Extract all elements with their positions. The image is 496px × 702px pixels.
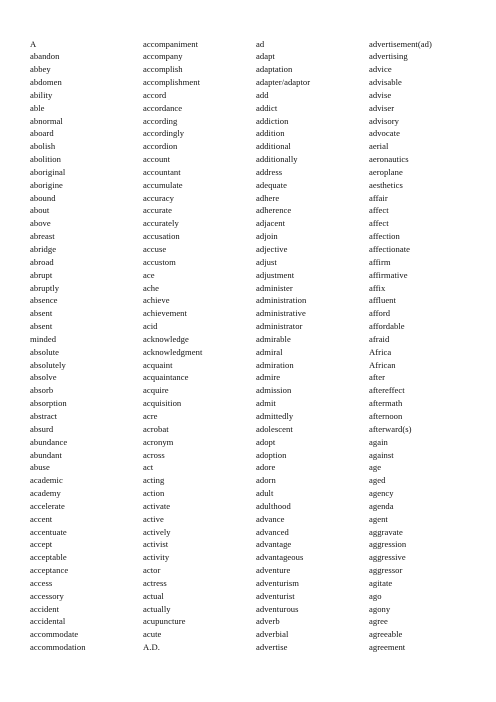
word-entry: accuse (143, 244, 167, 254)
word-entry: abroad (30, 256, 54, 267)
word-entry: adjoin (256, 231, 278, 242)
word-entry: adverb (256, 616, 280, 627)
word-entry: afternoon (369, 410, 403, 421)
word-entry: agent (369, 513, 388, 524)
word-entry: absent (30, 308, 53, 319)
word-entry: accumulate (143, 179, 183, 190)
word-entry: additional (256, 141, 291, 152)
word-entry: acute (143, 629, 162, 640)
word-entry: addition (256, 128, 285, 139)
word-entry: admit (256, 398, 276, 409)
word-entry: administrator (256, 321, 303, 332)
word-entry: against (369, 449, 394, 460)
word-entry: acrobat (143, 423, 169, 434)
word-entry: accordion (143, 141, 178, 152)
word-entry: absurd (30, 423, 54, 434)
word-entry: adapt (256, 51, 275, 62)
word-entry: aeroplane (369, 166, 403, 177)
word-entry: adaptation (256, 64, 293, 75)
word-entry: acupuncture (143, 616, 186, 627)
word-entry: admiration (256, 359, 294, 370)
word-entry: accelerate (30, 500, 65, 511)
word-entry: abrupt (30, 269, 53, 280)
word-entry: ace (143, 269, 155, 280)
word-entry: aeronautics (369, 154, 409, 165)
word-entry: advise (369, 89, 392, 100)
word-entry: ago (369, 590, 382, 601)
word-entry: adolescent (256, 423, 293, 434)
word-entry: additionally (256, 154, 298, 165)
word-entry: absolutely (30, 359, 66, 370)
word-entry: administration (256, 295, 307, 306)
word-entry: address (256, 166, 283, 177)
word-entry: A (30, 38, 37, 49)
word-entry: age (369, 462, 382, 473)
word-entry: administer (256, 282, 293, 293)
word-entry: actress (143, 577, 167, 588)
word-entry: affix (369, 282, 386, 293)
word-entry: activity (143, 552, 170, 563)
word-entry: adherence (256, 205, 292, 216)
word-entry: accurately (143, 218, 179, 229)
word-entry: accentuate (30, 526, 67, 537)
word-entry: agency (369, 488, 394, 499)
word-entry: adventurism (256, 577, 300, 588)
word-entry: advertisement(ad) (369, 38, 432, 49)
word-entry: adhere (256, 192, 280, 203)
word-entry: agreeable (369, 629, 403, 640)
word-entry: abbey (30, 64, 51, 75)
word-entry: accompany (143, 51, 183, 62)
word-entry: adapter/adaptor (256, 77, 311, 88)
word-entry: access (30, 577, 53, 588)
word-entry: abstract (30, 410, 58, 421)
word-entry: addict (256, 102, 278, 113)
word-entry: adventure (256, 565, 291, 576)
word-entry: abolition (30, 154, 62, 165)
word-entry: adopt (256, 436, 276, 447)
word-entry: affirm (369, 256, 391, 267)
word-entry: affection (369, 231, 400, 242)
word-entry: acquaintance (143, 372, 189, 383)
word-entry: afterward(s) (369, 423, 412, 434)
word-entry: achieve (143, 295, 170, 306)
word-entry: absent (30, 321, 53, 332)
word-entry: advantage (256, 539, 292, 550)
word-entry: affect (369, 205, 389, 216)
word-entry: abundance (30, 436, 68, 447)
word-entry: absolve (30, 372, 57, 383)
word-entry: adult (256, 488, 274, 499)
word-entry: abolish (30, 141, 56, 152)
word-entry: A.D. (143, 642, 160, 653)
word-entry: admiral (256, 346, 283, 357)
word-entry: agree (369, 616, 388, 627)
word-entry: adjust (256, 256, 277, 267)
word-entry: above (30, 218, 51, 229)
word-entry: act (143, 462, 154, 473)
word-entry: advisory (369, 115, 399, 126)
word-entry: after (369, 372, 385, 383)
word-entry: ad (256, 38, 265, 49)
word-entry: acting (143, 475, 165, 486)
word-entry: aggression (369, 539, 407, 550)
word-entry: adulthood (256, 500, 291, 511)
word-entry: aftermath (369, 398, 403, 409)
word-entry: accurate (143, 205, 173, 216)
word-entry: affirmative (369, 269, 408, 280)
word-entry: administrative (256, 308, 306, 319)
word-entry: accessory (30, 590, 64, 601)
word-entry: about (30, 205, 50, 216)
word-entry: abnormal (30, 115, 63, 126)
word-entry: affect (369, 218, 389, 229)
word-entry: academy (30, 488, 61, 499)
word-entry: abruptly (30, 282, 60, 293)
word-entry: acid (143, 321, 158, 332)
word-entry: acknowledgment (143, 346, 203, 357)
word-entry: action (143, 488, 165, 499)
word-entry: accident (30, 603, 60, 614)
word-entry: accent (30, 513, 53, 524)
word-entry: actor (143, 565, 161, 576)
word-entry: aggressor (369, 565, 403, 576)
word-entry: adviser (369, 102, 395, 113)
word-entry: abound (30, 192, 56, 203)
word-entry: advanced (256, 526, 289, 537)
word-entry: adjustment (256, 269, 295, 280)
word-entry: accord (143, 89, 167, 100)
word-entry: accompaniment (143, 38, 199, 49)
word-entry: acquaint (143, 359, 173, 370)
word-entry: again (369, 436, 388, 447)
word-entry: absence (30, 295, 58, 306)
word-entry: accuracy (143, 192, 174, 203)
word-entry: adventurist (256, 590, 295, 601)
word-entry: achievement (143, 308, 187, 319)
word-entry: adore (256, 462, 276, 473)
word-entry: add (256, 89, 269, 100)
word-entry: advocate (369, 128, 400, 139)
word-entry: aboard (30, 128, 54, 139)
word-entry: addiction (256, 115, 289, 126)
word-entry: abreast (30, 231, 55, 242)
word-entry: activate (143, 500, 171, 511)
word-entry: accusation (143, 231, 180, 242)
word-entry: advantageous (256, 552, 304, 563)
word-entry: actively (143, 526, 171, 537)
word-entry: admirable (256, 333, 291, 344)
word-entry: adverbial (256, 629, 289, 640)
word-entry: adequate (256, 179, 287, 190)
word-entry: agenda (369, 500, 394, 511)
word-entry: abundant (30, 449, 62, 460)
word-entry: Africa (369, 346, 392, 357)
word-entry: acceptable (30, 552, 67, 563)
word-entry: accept (30, 539, 53, 550)
word-entry: agreement (369, 642, 406, 653)
word-entry: acronym (143, 436, 174, 447)
word-entry: accountant (143, 166, 181, 177)
word-entry: ability (30, 89, 53, 100)
word-entry: abandon (30, 51, 60, 62)
word-entry: advice (369, 64, 392, 75)
word-entry: academic (30, 475, 63, 486)
word-entry: activist (143, 539, 169, 550)
word-entry: across (143, 449, 165, 460)
word-entry: advertise (256, 642, 288, 653)
word-entry: acknowledge (143, 333, 189, 344)
word-entry: agitate (369, 577, 393, 588)
word-entry: African (369, 359, 396, 370)
word-entry: affectionate (369, 244, 410, 254)
word-entry: acceptance (30, 565, 69, 576)
word-entry: adorn (256, 475, 276, 486)
word-entry: advance (256, 513, 285, 524)
word-entry: aesthetics (369, 179, 403, 190)
word-entry: affair (369, 192, 388, 203)
word-column-3 (256, 38, 368, 655)
word-entry: abdomen (30, 77, 62, 88)
word-entry: acre (143, 410, 158, 421)
word-entry: able (30, 102, 45, 113)
word-entry: accordingly (143, 128, 185, 139)
word-column-1 (30, 38, 142, 655)
word-entry: affordable (369, 321, 405, 332)
word-entry: advisable (369, 77, 402, 88)
word-entry: aggressive (369, 552, 406, 563)
word-entry: afford (369, 308, 391, 319)
word-entry: acquisition (143, 398, 182, 409)
word-entry: advertising (369, 51, 408, 62)
word-entry: abuse (30, 462, 50, 473)
word-column-2 (143, 38, 255, 655)
word-entry: aftereffect (369, 385, 405, 396)
word-entry: accomplishment (143, 77, 201, 88)
word-entry: adjacent (256, 218, 286, 229)
word-entry: accordance (143, 102, 183, 113)
word-entry: abridge (30, 244, 57, 254)
word-entry: actually (143, 603, 171, 614)
word-entry: aerial (369, 141, 389, 152)
word-entry: agony (369, 603, 391, 614)
word-entry: minded (30, 333, 57, 344)
word-entry: admission (256, 385, 292, 396)
word-entry: accomplish (143, 64, 183, 75)
word-entry: aged (369, 475, 386, 486)
word-entry: adoption (256, 449, 287, 460)
word-entry: admire (256, 372, 281, 383)
word-entry: actual (143, 590, 164, 601)
word-entry: aborigine (30, 179, 63, 190)
word-entry: acquire (143, 385, 169, 396)
word-entry: afraid (369, 333, 390, 344)
word-entry: accommodation (30, 642, 86, 653)
word-entry: affluent (369, 295, 396, 306)
word-entry: ache (143, 282, 159, 293)
word-entry: according (143, 115, 178, 126)
word-entry: absorb (30, 385, 54, 396)
word-entry: accustom (143, 256, 176, 267)
word-entry: absolute (30, 346, 60, 357)
word-entry: aboriginal (30, 166, 66, 177)
word-entry: aggravate (369, 526, 403, 537)
word-entry: account (143, 154, 171, 165)
word-column-4 (369, 38, 481, 655)
word-entry: accidental (30, 616, 66, 627)
word-entry: accommodate (30, 629, 79, 640)
word-entry: adventurous (256, 603, 299, 614)
word-entry: admittedly (256, 410, 294, 421)
word-entry: active (143, 513, 164, 524)
word-entry: adjective (256, 244, 288, 254)
word-entry: absorption (30, 398, 67, 409)
